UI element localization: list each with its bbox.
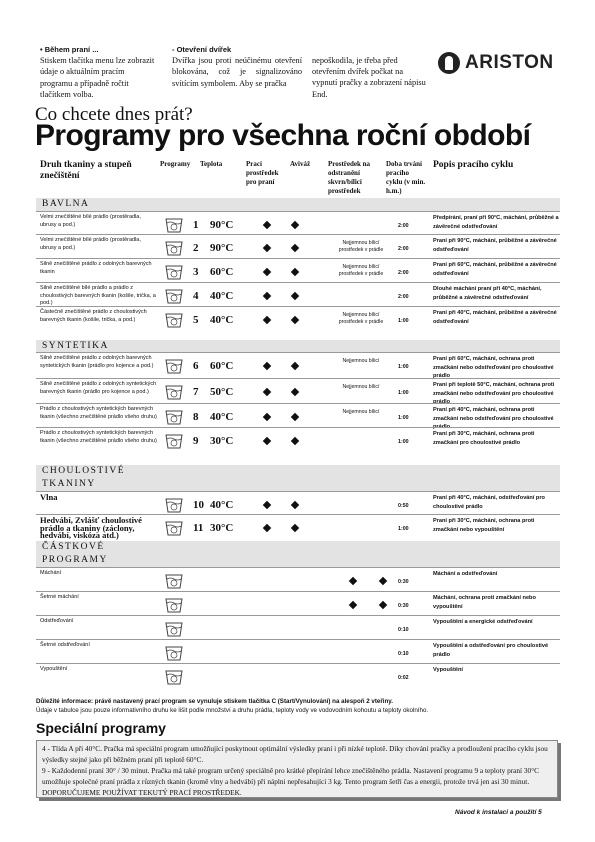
detergent-note: Nejjemnou bílicí (342, 384, 380, 390)
check-diamond-icon (349, 577, 357, 585)
wash-tub-icon (164, 285, 184, 305)
check-diamond-icon (379, 601, 387, 609)
header-popis: Popis pracího cyklu (433, 160, 514, 170)
program-number: 8 (193, 411, 199, 423)
temperature: 40°C (210, 314, 234, 326)
check-diamond-icon (263, 413, 271, 421)
row-divider (36, 567, 560, 568)
important-note: Důležité informace: právě nastavený prací program se vynuluje stiskem tlačítka C (Start/Vynulování) na alespoň 2 vteřiny. (36, 698, 393, 705)
wash-tub-icon (164, 666, 184, 686)
wash-tub-icon (164, 309, 184, 329)
check-diamond-icon (263, 316, 271, 324)
program-number: 7 (193, 386, 199, 398)
header-avivaz: Aviváž (290, 160, 311, 168)
header-programy: Programy (160, 160, 191, 168)
cycle-description: Praní při 40°C, máchání, průběžné a závěrečné odstřeďování (433, 310, 557, 325)
cycle-description: Dlouhé máchání praní při 40°C, máchání, průběžné a závěrečné odstřeďování (433, 286, 542, 301)
special-program-4: 4 - Tlída A při 40°C. Pračka má speciální program umožňující poskytnout optimální výsledky praní i při nízké teplotě. Díky chování pračky a prodloužení pracího cyklu jsou výsledky stejné jako při běžném praní při teplotě 60°C. (42, 744, 548, 764)
program-number: 10 (193, 499, 204, 511)
cycle-description: Vypouštění a energické odstřeďování (433, 619, 533, 625)
duration: 1:00 (398, 415, 409, 421)
program-number: 4 (193, 290, 199, 302)
temperature: 40°C (210, 411, 234, 423)
wash-tub-icon (164, 517, 184, 537)
fabric-name: Vlna (40, 492, 58, 502)
duration: 0:50 (398, 503, 409, 509)
cycle-description: Praní při 30°C, máchání, ochrana proti zmačkání nebo vypouštění (433, 518, 535, 533)
check-diamond-icon (291, 413, 299, 421)
row-divider (36, 663, 560, 664)
during-wash-heading: • Během praní ... (40, 45, 99, 54)
row-divider (36, 282, 560, 283)
wash-tub-icon (164, 430, 184, 450)
fabric-name: Částečně znečištěné prádlo z choulostivých barevných tkanin (košile, trička, a pod.) (40, 309, 147, 323)
check-diamond-icon (263, 292, 271, 300)
detergent-note: Nejjemnou bílicí prostředek v prádle (338, 312, 384, 325)
cycle-description: Máchání a odstřeďování (433, 571, 498, 577)
fabric-name: Odstřeďování (40, 618, 74, 624)
fabric-name: Šetrné odstřeďování (40, 642, 90, 648)
check-diamond-icon (263, 244, 271, 252)
duration: 2:00 (398, 270, 409, 276)
row-divider (36, 258, 560, 259)
ariston-mark-icon (438, 52, 460, 74)
duration: 1:00 (398, 364, 409, 370)
check-diamond-icon (291, 268, 299, 276)
header-predprani: Prací prostředek pro praní (246, 160, 279, 186)
program-number: 2 (193, 242, 199, 254)
duration: 2:00 (398, 294, 409, 300)
cycle-description: Vypouštění (433, 667, 463, 673)
cycle-description: Praní při 40°C, máchání, odstřeďování pro choulostivé prádlo (433, 495, 545, 510)
fabric-name: Velmi znečištěné bílé prádlo (prostěradla, ubrusy a pod.) (40, 214, 141, 228)
wash-tub-icon (164, 355, 184, 375)
check-diamond-icon (291, 524, 299, 532)
check-diamond-icon (349, 601, 357, 609)
check-diamond-icon (263, 524, 271, 532)
section-castkove-line2: PROGRAMY (42, 555, 108, 565)
temperature: 60°C (210, 360, 234, 372)
section-bavlna: BAVLNA (36, 198, 560, 211)
wash-tub-icon (164, 237, 184, 257)
door-text: Dvířka jsou proti neúčinému otevření blokována, což je signalizováno svítícím symbolem. Aby se pračka (172, 56, 302, 88)
fabric-name: Vypouštění (40, 666, 68, 672)
temperature: 90°C (210, 242, 234, 254)
check-diamond-icon (291, 316, 299, 324)
duration: 0:30 (398, 579, 409, 585)
info-note: Údaje v tabulce jsou pouze informativního druhu ke lišit podle množství a druhu prádla, teploty vody ve vodovodním kohoutu a teploty okolního. (36, 707, 429, 714)
fabric-name: Silně znečištěné bílé prádlo a prádlo z choulostivých barevných tkanin (košile, trička, a pod.) (40, 285, 156, 306)
page-question: Co chcete dnes prát? (35, 104, 193, 125)
check-diamond-icon (291, 362, 299, 370)
row-divider (36, 378, 560, 379)
check-diamond-icon (263, 388, 271, 396)
fabric-name: Velmi znečištěné bílé prádlo (prostěradla, ubrusy a pod.) (40, 237, 141, 251)
row-divider (36, 352, 560, 353)
special-program-9: 9 - Každodenní praní 30° / 30 minut. Pračka má také program určený speciálně pro krátké přepírání lehce znečištěného prádla. Nastavení programu 9 a teploty praní 30°C umožňuje společné praní prádla z různých tkanin (kromě vlny a hedvábí) při náplni nepřesahující 3 kg. Tento program šetří čas a energii, protože trvá jen asi 30 minut. DOPORUČUJEME POUŽÍVAT TEKUTÝ PRACÍ PROSTŘEDEK. (42, 766, 539, 797)
cycle-description: Praní při 90°C, máchání, průběžné a závěrečné odstřeďování (433, 238, 557, 253)
special-programs-box (36, 740, 558, 798)
fabric-name: Šetrné máchání (40, 594, 79, 600)
fabric-name: Silně znečištěné prádlo z odolných barevných tkanin (40, 261, 152, 275)
detergent-note: Nejjemnou bílicí prostředek v prádle (338, 264, 384, 277)
fabric-name: Silně znečištěné prádlo z odolných syntetických barevných tkanin (prádlo pro kojence a pod.) (40, 381, 157, 395)
temperature: 30°C (210, 522, 234, 534)
wash-tub-icon (164, 381, 184, 401)
duration: 2:00 (398, 223, 409, 229)
header-bezpeci: Prostředek na odstranění skvrn/bílicí prostředek (328, 160, 371, 195)
row-divider (36, 427, 560, 428)
ariston-logo (438, 52, 554, 74)
check-diamond-icon (379, 577, 387, 585)
header-doba: Doba trvání pracího cyklu (v min. h.m.) (386, 160, 426, 195)
wash-tub-icon (164, 214, 184, 234)
program-number: 9 (193, 435, 199, 447)
row-divider (36, 403, 560, 404)
cycle-description: Vypouštění a odstřeďování pro choulostivé prádlo (433, 643, 549, 658)
program-number: 6 (193, 360, 199, 372)
section-choulostive (36, 465, 560, 491)
page-footer: Návod k instalaci a použití 5 (455, 809, 542, 816)
section-castkove (36, 541, 560, 567)
program-number: 5 (193, 314, 199, 326)
section-choulostive-line1: CHOULOSTIVÉ (42, 466, 125, 476)
door-heading: - Otevření dvířek (172, 45, 232, 54)
wash-tub-icon (164, 618, 184, 638)
detergent-note: Nejjemnou bílicí prostředek v prádle (338, 240, 384, 253)
section-choulostive-line2: TKANINY (42, 479, 96, 489)
program-number: 11 (193, 522, 204, 534)
duration: 2:00 (398, 246, 409, 252)
check-diamond-icon (263, 437, 271, 445)
check-diamond-icon (263, 501, 271, 509)
temperature: 50°C (210, 386, 234, 398)
duration: 0:10 (398, 627, 409, 633)
duration: 1:00 (398, 318, 409, 324)
cycle-description: Praní při 40°C, máchání, ochrana proti zmačkání nebo odstřeďování pro choulostivé prádlo (433, 407, 554, 430)
check-diamond-icon (291, 437, 299, 445)
logo-text: ARISTON (465, 52, 554, 73)
section-syntetika: SYNTETIKA (36, 340, 560, 353)
header-teplota: Teplota (200, 160, 223, 168)
cycle-description: Praní při 60°C, máchání, ochrana proti zmačkání nebo odstřeďování pro choulostivé prádlo (433, 356, 554, 379)
program-number: 1 (193, 219, 199, 231)
fabric-name: Silně znečištěné prádlo z odolných barevných syntetických tkanin (prádlo pro kojence a pod.) (40, 355, 154, 369)
row-divider (36, 591, 560, 592)
temperature: 40°C (210, 290, 234, 302)
check-diamond-icon (263, 362, 271, 370)
row-divider (36, 211, 560, 212)
check-diamond-icon (291, 501, 299, 509)
check-diamond-icon (291, 221, 299, 229)
cycle-description: Praní při teplotě 50°C, máchání, ochrana proti zmačkání nebo odstřeďování pro choulostivé prádlo (433, 382, 555, 405)
fabric-name: Prádlo z choulostivých syntetických barevných tkanin (všechno znečištěné prádlo všeho druhu) (40, 430, 157, 444)
cycle-description: Máchání, ochrana proti zmačkání nebo vypouštění (433, 595, 536, 610)
check-diamond-icon (291, 244, 299, 252)
wash-tub-icon (164, 261, 184, 281)
door-text-continued: nepoškodila, je třeba před otevřením dvířek počkat na vypnutí pračky a zobrazení nápisu End. (312, 56, 426, 99)
temperature: 30°C (210, 435, 234, 447)
program-number: 3 (193, 266, 199, 278)
row-divider (36, 615, 560, 616)
special-programs-heading: Speciální programy (36, 720, 166, 736)
cycle-description: Praní při 60°C, máchání, průběžné a závěrečné odstřeďování (433, 262, 557, 277)
duration: 0:10 (398, 651, 409, 657)
check-diamond-icon (263, 268, 271, 276)
wash-tub-icon (164, 570, 184, 590)
row-divider (36, 234, 560, 235)
duration: 0:02 (398, 675, 409, 681)
wash-tub-icon (164, 594, 184, 614)
temperature: 60°C (210, 266, 234, 278)
check-diamond-icon (291, 388, 299, 396)
wash-tub-icon (164, 494, 184, 514)
duration: 1:00 (398, 439, 409, 445)
wash-tub-icon (164, 406, 184, 426)
detergent-note: Nejjemnou bílicí (342, 358, 380, 364)
wash-tub-icon (164, 642, 184, 662)
duration: 0:30 (398, 603, 409, 609)
temperature: 90°C (210, 219, 234, 231)
door-column (172, 44, 302, 89)
section-castkove-line1: ČÁSTKOVÉ (42, 542, 105, 552)
row-divider (36, 639, 560, 640)
detergent-note: Nejjemnou bílicí (342, 409, 380, 415)
check-diamond-icon (263, 221, 271, 229)
check-diamond-icon (291, 292, 299, 300)
page-title: Programy pro všechna roční období (35, 119, 531, 152)
cycle-description: Praní při 30°C, máchání, ochrana proti zmačkání pro choulostivé prádlo (433, 431, 535, 446)
fabric-name: Prádlo z choulostivých syntetických barevných tkanin (všechno znečištěné prádlo všeho druhu) (40, 406, 157, 420)
row-divider (36, 306, 560, 307)
duration: 1:00 (398, 526, 409, 532)
row-divider (36, 491, 560, 492)
fabric-name: Máchání (40, 570, 62, 576)
fabric-name: Hedvábí, Zvlášť choulostivé prádlo a tkaniny (záclony, hedvábí, viskóza atd.) (40, 515, 142, 540)
during-wash-text: Stiskem tlačítka menu lze zobrazit údaje o aktuálním pracím programu a případně ročtit tlačítkem volba. (40, 56, 155, 99)
header-druh: Druh tkaniny a stupeň znečištění (40, 160, 132, 181)
duration: 1:00 (398, 390, 409, 396)
during-wash-column (40, 44, 158, 100)
temperature: 40°C (210, 499, 234, 511)
cycle-description: Předpírání, praní při 90°C, máchání, průběžné a závěrečné odstřeďování (433, 215, 559, 230)
